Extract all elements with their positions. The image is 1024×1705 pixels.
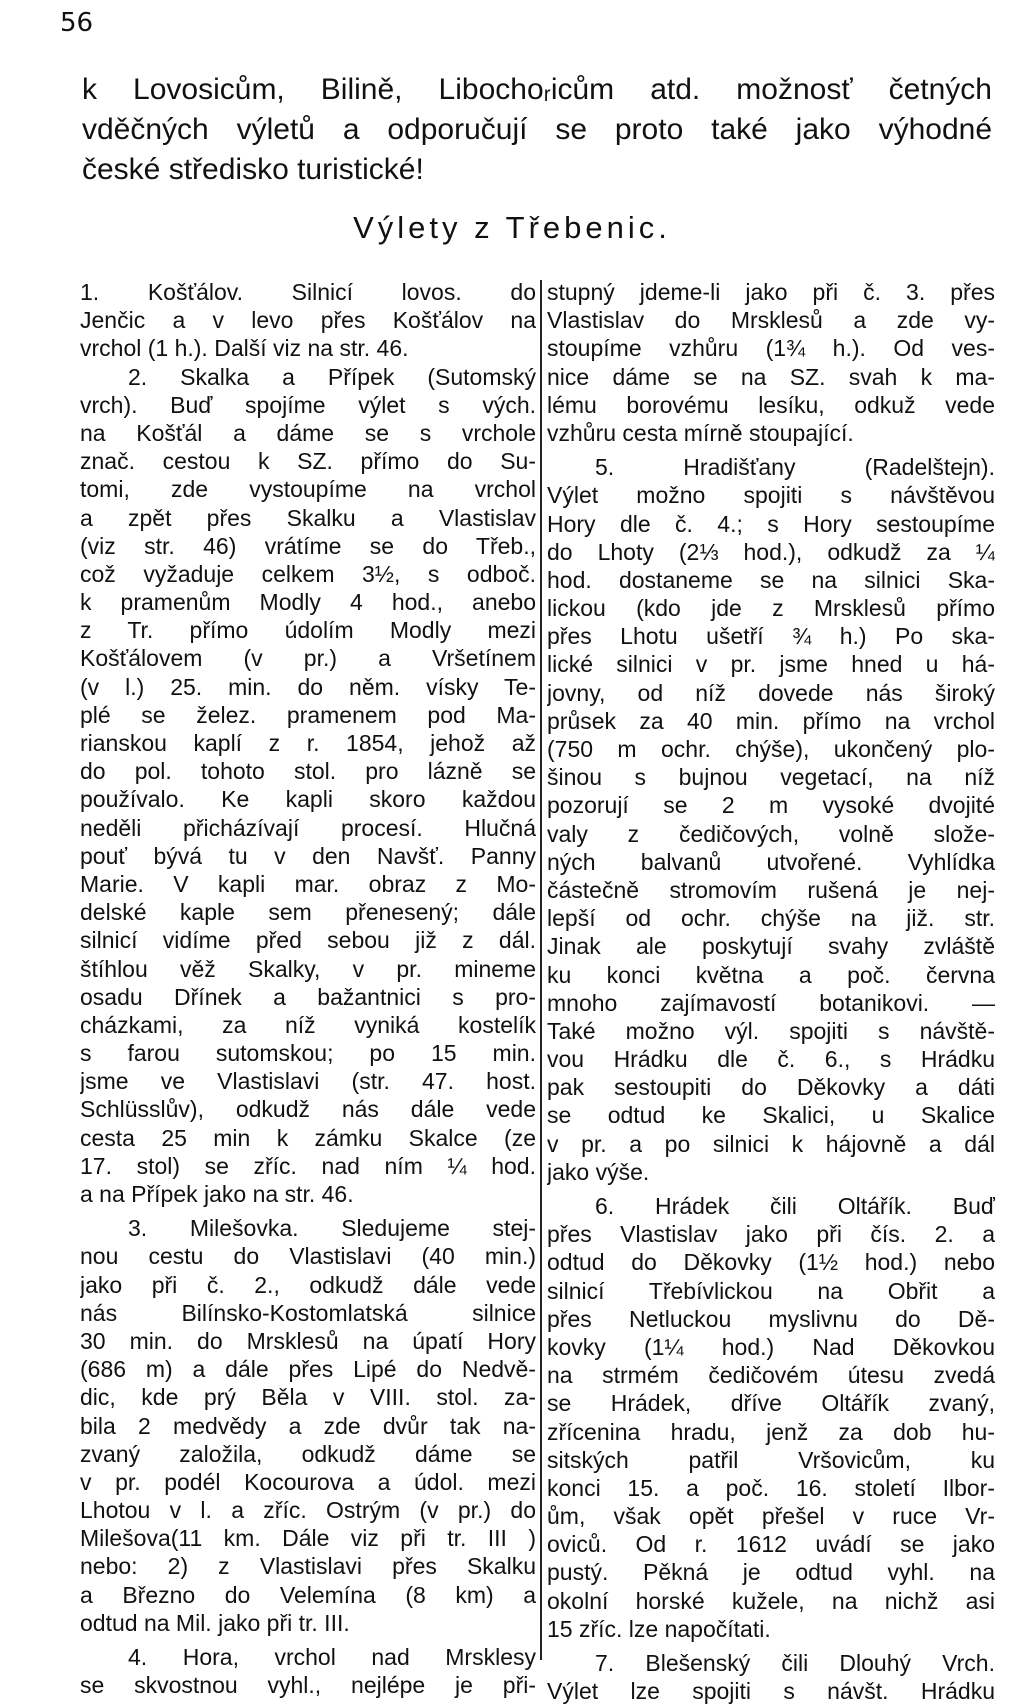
text-line: osadu Dřínek a bažantnici s pro-	[80, 983, 536, 1010]
text-line: zřícenina hradu, jenž za dob hu-	[547, 1418, 995, 1445]
intro-paragraph	[82, 70, 992, 190]
text-line: 1. Košťálov. Silnicí lovos. do	[80, 279, 536, 305]
text-line: do pol. tohoto stol. pro lázně se	[80, 758, 536, 785]
text-line: pak sestoupiti do Děkovky a dáti	[547, 1074, 995, 1101]
text-line: 15 zříc. lze napočítati.	[547, 1615, 771, 1642]
text-line: (viz str. 46) vrátíme se do Třeb.,	[80, 532, 536, 559]
text-line: (750 m ochr. chýše), ukončený plo-	[547, 736, 995, 762]
text-line: ům, však opět přešel v ruce Vr-	[547, 1503, 995, 1530]
text-line: 7. Blešenský čili Dlouhý Vrch.	[595, 1650, 995, 1676]
text-line: k pramenům Modly 4 hod., anebo	[80, 589, 536, 616]
text-line: a zpět přes Skalku a Vlastislav	[80, 504, 536, 531]
text-line: Marie. V kapli mar. obraz z Mo-	[80, 870, 536, 897]
text-line: jovny, od níž dovede nás široký	[547, 679, 995, 706]
text-line: lepší od ochr. chýše na již. str.	[547, 905, 995, 932]
column-divider	[540, 280, 542, 1660]
text-line: Schlüsslův), odkudž nás dále vede	[80, 1096, 536, 1123]
text-line: Lhotou v l. a zříc. Ostrým (v pr.) do	[80, 1497, 536, 1524]
text-line: nice dáme se na SZ. svah k ma-	[547, 363, 995, 390]
intro-line: vděčných výletů a odporučují se proto také jako výhodné	[82, 113, 992, 146]
text-line: cesta 25 min k zámku Skalce (ze	[80, 1124, 536, 1151]
text-line: 30 min. do Mrsklesů na úpatí Hory	[80, 1327, 536, 1354]
text-line: 3. Milešovka. Sledujeme stej-	[128, 1215, 536, 1242]
text-line: lické silnici v pr. jsme hned u há-	[547, 651, 995, 678]
text-line: pustý. Pěkná je odtud vyhl. na	[547, 1559, 995, 1586]
text-line: štíhlou věž Skalky, v pr. mineme	[80, 955, 536, 982]
text-line: zvaný založila, odkudž dáme se	[80, 1440, 536, 1467]
text-line: ných balvanů utvořené. Vyhlídka	[547, 848, 995, 875]
text-line: 5. Hradišťany (Radelštejn).	[595, 454, 995, 481]
text-line: vzhůru cesta mírně stoupající.	[547, 419, 854, 446]
text-line: a Březno do Velemína (8 km) a	[80, 1581, 536, 1608]
text-line: lickou (kdo jde z Mrsklesů přímo	[547, 595, 995, 622]
text-line: šinou s bujnou vegetací, na níž	[547, 764, 995, 791]
text-line: vou Hrádku dle č. 6., s Hrádku	[547, 1046, 995, 1073]
text-line: Výlet možno spojiti s návštěvou	[547, 482, 995, 509]
text-line: nebo: 2) z Vlastislavi přes Skalku	[80, 1553, 536, 1580]
text-line: odtud na Mil. jako při tr. III.	[80, 1609, 350, 1636]
intro-line: české středisko turistické!	[82, 153, 424, 186]
text-line: silnicí Třebívlickou na Obřit a	[547, 1277, 995, 1304]
text-line: používalo. Ke kapli skoro každou	[80, 786, 536, 813]
text-line: sitských patřil Vršovicům, ku	[547, 1446, 995, 1473]
text-line: Vlastislav do Mrsklesů a zde vy-	[547, 307, 995, 334]
left-column	[80, 278, 536, 1699]
text-line: pozorují se 2 m vysoké dvojité	[547, 792, 995, 819]
text-line: kovky (1¼ hod.) Nad Děkovkou	[547, 1333, 995, 1360]
text-line: stupný jdeme-li jako při č. 3. přes	[547, 279, 995, 305]
text-line: se skvostnou vyhl., nejlépe je při-	[80, 1672, 536, 1699]
text-line: jsme ve Vlastislavi (str. 47. host.	[80, 1068, 536, 1095]
text-line: Jenčic a v levo přes Košťálov na	[80, 307, 536, 334]
text-line: s farou sutomskou; po 15 min.	[80, 1040, 536, 1067]
text-line: 2. Skalka a Přípek (Sutomský	[128, 363, 536, 390]
text-line: pouť bývá tu v den Navšť. Panny	[80, 842, 536, 869]
text-line: přes Vlastislav jako při čís. 2. a	[547, 1221, 995, 1248]
text-line: jako při č. 2., odkudž dále vede	[80, 1271, 536, 1298]
text-line: (v l.) 25. min. do něm. vísky Te-	[80, 673, 536, 700]
text-line: vrchol (1 h.). Další viz na str. 46.	[80, 335, 409, 362]
text-line: silnicí vidíme před sebou již z dál.	[80, 927, 536, 954]
text-line: se Hrádek, dříve Oltářík zvaný,	[547, 1390, 995, 1417]
page-number: 56	[60, 8, 94, 38]
text-line: 6. Hrádek čili Oltářík. Buď	[595, 1193, 995, 1219]
text-line: na Košťál a dáme se s vrchole	[80, 419, 536, 446]
text-line: nás Bilínsko-Kostomlatská silnice	[80, 1299, 536, 1326]
text-line: (686 m) a dále přes Lipé do Nedvě-	[80, 1356, 536, 1383]
text-line: cházkami, za níž vyniká kostelík	[80, 1011, 536, 1038]
right-column	[547, 278, 995, 1705]
text-line: přes Netluckou myslivnu do Dě-	[547, 1305, 995, 1332]
text-line: Hory dle č. 4.; s Hory sestoupíme	[547, 510, 995, 537]
text-line: Také možno výl. spojiti s návště-	[547, 1017, 995, 1044]
text-line: odtud do Děkovky (1½ hod.) nebo	[547, 1249, 995, 1276]
text-line: Milešova(11 km. Dále viz při tr. III )	[80, 1525, 536, 1552]
text-line: přes Lhotu ušetří ¾ h.) Po ska-	[547, 623, 995, 650]
text-line: hod. dostaneme se na silnici Ska-	[547, 566, 995, 593]
text-line: lému borovému lesíku, odkuž vede	[547, 391, 995, 418]
text-line: vrch). Buď spojíme výlet s vých.	[80, 391, 536, 418]
text-line: delské kaple sem přenesený; dále	[80, 899, 536, 926]
text-line: v pr. podél Kocourova a údol. mezi	[80, 1468, 536, 1495]
text-line: Výlet lze spojiti s návšt. Hrádku	[547, 1678, 995, 1705]
text-line: průsek za 40 min. přímo na vrchol	[547, 707, 995, 734]
text-line: neděli přicházívají procesí. Hlučná	[80, 814, 536, 841]
text-line: 4. Hora, vrchol nad Mrsklesy	[128, 1644, 536, 1670]
text-line: mnoho zajímavostí botanikovi. —	[547, 989, 995, 1016]
text-line: do Lhoty (2⅓ hod.), odkudž za ¼	[547, 538, 995, 565]
text-line: na strmém čedičovém útesu zvedá	[547, 1362, 995, 1389]
text-line: se odtud ke Skalici, u Skalice	[547, 1102, 995, 1129]
text-line: Košťálovem (v pr.) a Vršetínem	[80, 645, 536, 672]
text-line: znač. cestou k SZ. přímo do Su-	[80, 448, 536, 475]
text-line: konci 15. a poč. 16. století Ilbor-	[547, 1474, 995, 1501]
text-line: bila 2 medvědy a zde dvůr tak na-	[80, 1412, 536, 1439]
text-line: nou cestu do Vlastislavi (40 min.)	[80, 1243, 536, 1270]
text-line: jako výše.	[547, 1158, 650, 1185]
text-line: v pr. a po silnici k hájovně a dál	[547, 1130, 995, 1157]
text-line: stoupíme vzhůru (1¾ h.). Od ves-	[547, 335, 995, 362]
text-line: částečně stromovím rušená je nej-	[547, 876, 995, 903]
text-line: a na Přípek jako na str. 46.	[80, 1181, 354, 1207]
text-line: dic, kde prý Běla v VIII. stol. za-	[80, 1384, 536, 1411]
text-line: valy z čedičových, volně slože-	[547, 820, 995, 847]
section-title: Výlety z Třebenic.	[353, 210, 671, 245]
text-line: 17. stol) se zříc. nad ním ¼ hod.	[80, 1152, 536, 1179]
intro-line: k Lovosicům, Bilině, Libochoᵣicům atd. možnosť četných	[82, 73, 992, 106]
text-line: rianskou kaplí z r. 1854, jehož až	[80, 730, 536, 756]
text-line: okolní horské kužele, na nichž asi	[547, 1587, 995, 1614]
text-line: ku konci května a poč. června	[547, 961, 995, 988]
text-line: Jinak ale poskytují svahy zvláště	[547, 933, 995, 960]
text-line: plé se želez. pramenem pod Ma-	[80, 701, 536, 728]
text-line: což vyžaduje celkem 3½, s odboč.	[80, 560, 536, 587]
text-line: oviců. Od r. 1612 uvádí se jako	[547, 1531, 995, 1558]
text-line: tomi, zde vystoupíme na vrchol	[80, 476, 536, 503]
text-line: z Tr. přímo údolím Modly mezi	[80, 617, 536, 644]
